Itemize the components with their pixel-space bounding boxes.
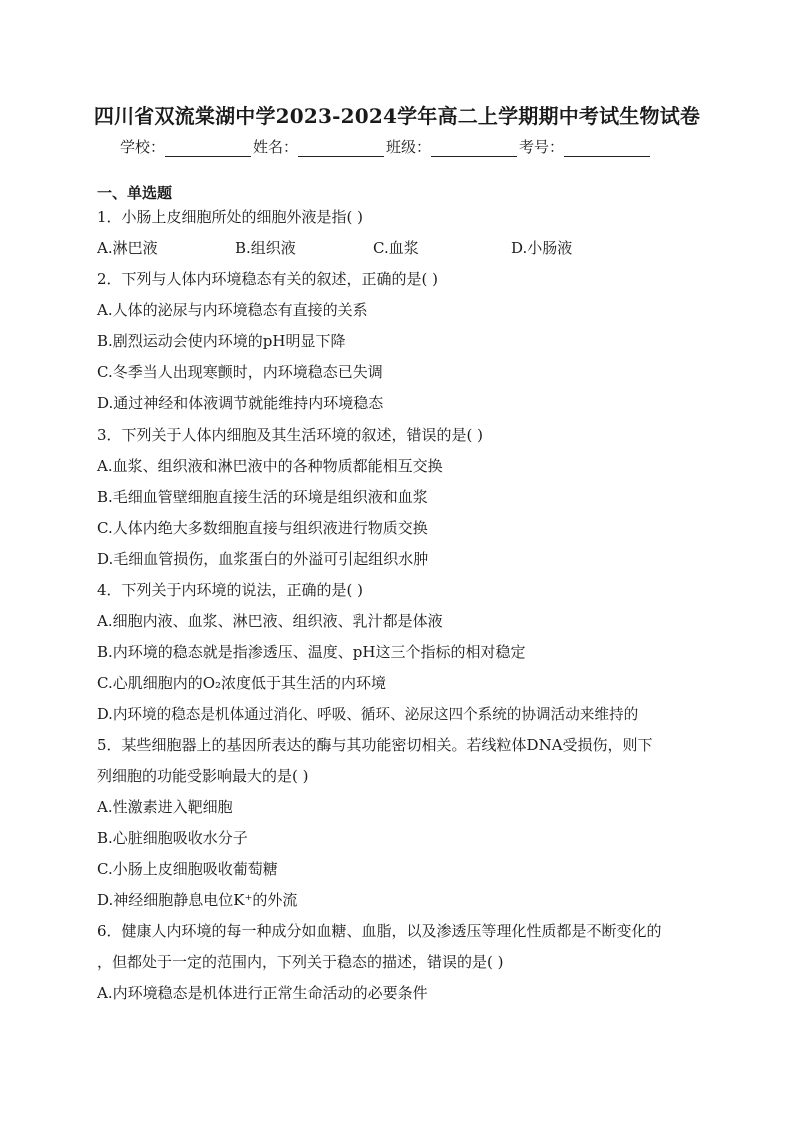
number-label: 考号： — [519, 138, 565, 156]
option-a: A.人体的泌尿与内环境稳态有直接的关系 — [97, 301, 368, 319]
question-stem: 5．某些细胞器上的基因所表达的酶与其功能密切相关。若线粒体DNA受损伤，则下 — [97, 736, 653, 754]
class-blank[interactable] — [431, 140, 517, 157]
option-c: C.血浆 — [373, 239, 419, 257]
option-d: D.内环境的稳态是机体通过消化、呼吸、循环、泌尿这四个系统的协调活动来维持的 — [97, 706, 639, 723]
name-blank[interactable] — [298, 140, 384, 157]
option-d: D.小肠液 — [511, 239, 573, 257]
option-b: B.心脏细胞吸收水分子 — [97, 829, 248, 847]
school-label: 学校： — [120, 138, 166, 156]
option-d: D.神经细胞静息电位K⁺的外流 — [97, 891, 298, 909]
class-label: 班级： — [386, 138, 432, 156]
option-b: B.剧烈运动会使内环境的pH明显下降 — [97, 332, 346, 350]
question-stem: 3．下列关于人体内细胞及其生活环境的叙述，错误的是( ) — [97, 426, 484, 444]
option-c: C.心肌细胞内的O₂浓度低于其生活的内环境 — [97, 674, 387, 692]
option-c: C.小肠上皮细胞吸收葡萄糖 — [97, 860, 278, 878]
option-c: C.冬季当人出现寒颤时，内环境稳态已失调 — [97, 363, 383, 381]
exam-title: 四川省双流棠湖中学2023-2024学年高二上学期期中考试生物试卷 — [93, 104, 701, 128]
question-stem-cont: ，但都处于一定的范围内，下列关于稳态的描述，错误的是( ) — [97, 953, 504, 971]
name-label: 姓名： — [253, 138, 299, 156]
option-b: B.组织液 — [235, 239, 296, 257]
option-b: B.内环境的稳态就是指渗透压、温度、pH这三个指标的相对稳定 — [97, 643, 526, 661]
number-blank[interactable] — [564, 140, 650, 157]
student-info-row — [120, 136, 652, 157]
question-stem-cont: 列细胞的功能受影响最大的是( ) — [97, 767, 309, 785]
question-stem: 2．下列与人体内环境稳态有关的叙述，正确的是( ) — [97, 270, 439, 288]
option-b: B.毛细血管壁细胞直接生活的环境是组织液和血浆 — [97, 488, 428, 506]
section-heading: 一、单选题 — [97, 184, 173, 202]
option-d: D.毛细血管损伤，血浆蛋白的外溢可引起组织水肿 — [97, 550, 429, 568]
option-a: A.内环境稳态是机体进行正常生命活动的必要条件 — [97, 984, 428, 1002]
option-a: A.性激素进入靶细胞 — [97, 798, 233, 816]
option-a: A.细胞内液、血浆、淋巴液、组织液、乳汁都是体液 — [97, 612, 443, 630]
option-c: C.人体内绝大多数细胞直接与组织液进行物质交换 — [97, 519, 428, 537]
school-blank[interactable] — [165, 140, 251, 157]
option-a: A.血浆、组织液和淋巴液中的各种物质都能相互交换 — [97, 457, 443, 475]
question-stem: 4．下列关于内环境的说法，正确的是( ) — [97, 581, 364, 599]
question-stem: 1．小肠上皮细胞所处的细胞外液是指( ) — [97, 208, 364, 226]
option-d: D.通过神经和体液调节就能维持内环境稳态 — [97, 394, 384, 412]
question-stem: 6．健康人内环境的每一种成分如血糖、血脂，以及渗透压等理化性质都是不断变化的 — [97, 922, 662, 940]
option-a: A.淋巴液 — [97, 239, 158, 257]
